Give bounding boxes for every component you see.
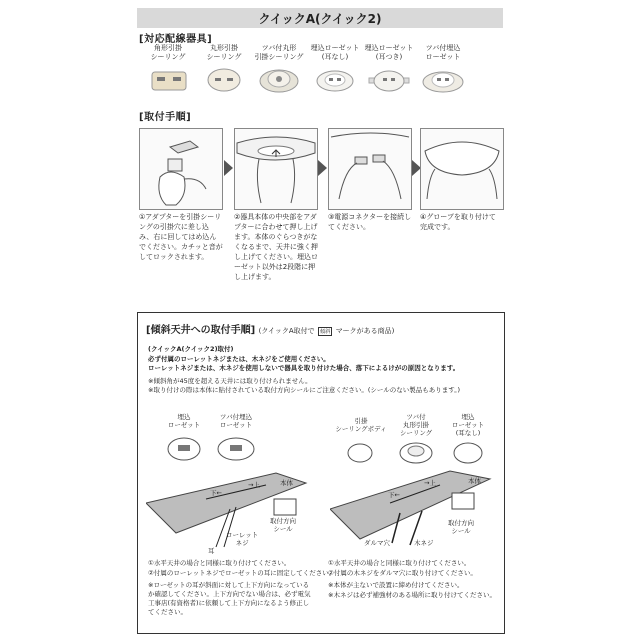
steps-heading: [取付手順] xyxy=(139,112,192,123)
step-2-text: ②器具本体の中央部をアダプターに合わせて押し上げます。本体のぐらつきがなくなるまで、天井に強く押し上げてください。埋込ローゼット以外は2段階に押し上げます。 xyxy=(234,213,318,281)
slope-title: [傾斜天井への取付手順] (クイックA取付で 傾斜 マークがある商品) xyxy=(146,325,395,336)
right-down-label: 下← xyxy=(388,491,400,499)
step-4-illustration xyxy=(420,128,504,210)
left-inst-2: ②付属のローレットネジでローゼットの耳に固定してください。 xyxy=(148,569,336,577)
right-up-label: →上 xyxy=(424,479,436,487)
step-1-illustration xyxy=(139,128,223,210)
slope-mark-icon: 傾斜 xyxy=(320,329,331,335)
right-inst-1: ①水平天井の場合と同様に取り付けてください。 xyxy=(328,559,471,567)
fitting-label-6: ツバ付埋込 ローゼット xyxy=(425,44,461,61)
right-screw-label: 木ネジ xyxy=(414,539,434,547)
square-ceiling-fitting-icon xyxy=(148,66,190,94)
right-fitting-label-3: 埋込 ローゼット (耳なし) xyxy=(451,413,485,437)
left-fitting-label-2: ツバ付埋込 ローゼット xyxy=(219,413,253,429)
right-inst-2: ②付属の木ネジをダルマ穴に取り付けてください。 xyxy=(328,569,477,577)
left-down-label: 下← xyxy=(210,489,222,497)
slope-note-1: ※傾斜角が45度を超える天井には取り付けられません。 xyxy=(148,377,312,385)
embedded-rosette-no-ear-icon xyxy=(314,66,356,94)
right-warning-2: ※木ネジは必ず補強材のある場所に取り付けてください。 xyxy=(328,591,496,599)
round-ceiling-fitting-icon xyxy=(203,66,245,94)
left-screw-label: ローレット ネジ xyxy=(226,531,259,547)
page-title: クイックA(クイック2) xyxy=(137,8,503,28)
left-up-label: →上 xyxy=(248,481,260,489)
step-arrow-icon xyxy=(318,160,327,176)
left-rosette-icons xyxy=(158,433,268,465)
slope-warning-2: ローレットネジまたは、木ネジを使用しないで器具を取り付けた場合、落下によるけがの原因となります。 xyxy=(148,364,460,372)
step-4-text: ④グローブを取り付けて完成です。 xyxy=(420,213,496,231)
left-sticker-label: 取付方向 シール xyxy=(270,517,296,533)
right-dowel-label: ダルマ穴 xyxy=(364,539,390,547)
step-arrow-icon xyxy=(224,160,233,176)
right-warning-1: ※本体が主ないで設置に締め付けてください。 xyxy=(328,581,464,589)
left-inst-1: ①水平天井の場合と同様に取り付けてください。 xyxy=(148,559,291,567)
slope-ceiling-section xyxy=(137,312,505,634)
right-fitting-label-1: 引掛 シーリングボディ xyxy=(335,417,387,433)
step-3-text: ③電源コネクターを接続してください。 xyxy=(328,213,412,231)
embedded-rosette-with-ear-icon xyxy=(368,66,410,94)
right-body-label: 本体 xyxy=(468,477,481,485)
fitting-label-5: 埋込ローゼット (耳つき) xyxy=(364,44,414,61)
left-warning: ※ローゼットの耳が斜面に対して上下方向になっているか確認してください。上下方向でない場合は、必ず電気工事店(有資格者)に依頼して上下方向になるよう修正してください。 xyxy=(148,581,311,616)
fitting-label-4: 埋込ローゼット (耳なし) xyxy=(310,44,360,61)
step-2-illustration xyxy=(234,128,318,210)
left-body-label: 本体 xyxy=(280,479,293,487)
right-fitting-label-2: ツバ付 丸形引掛 シーリング xyxy=(399,413,433,437)
step-3-illustration xyxy=(328,128,412,210)
flanged-embedded-rosette-icon xyxy=(422,66,464,94)
step-1-text: ①アダプターを引掛シーリングの引掛穴に差し込み、右に回してはめ込んでください。カチッと音がしてロックされます。 xyxy=(139,213,223,261)
flanged-round-fitting-icon xyxy=(258,66,300,94)
fittings-heading: [対応配線器具] xyxy=(139,34,213,45)
fitting-label-1: 角形引掛 シーリング xyxy=(150,44,186,61)
fitting-label-2: 丸形引掛 シーリング xyxy=(206,44,242,61)
slope-subtitle: (クイックA(クイック2)取付) xyxy=(148,345,234,353)
fitting-label-3: ツバ付丸形 引掛シーリング xyxy=(254,44,304,61)
left-ear-label: 耳 xyxy=(208,547,215,555)
left-fitting-label-1: 埋込 ローゼット xyxy=(167,413,201,429)
right-sticker-label: 取付方向 シール xyxy=(448,519,474,535)
slope-warning-1: 必ず付属のローレットネジまたは、木ネジをご使用ください。 xyxy=(148,355,330,363)
slope-note-2: ※取り付けの際は本体に貼付されている取付方向シールにご注意ください。(シールのない製品もあります。) xyxy=(148,386,460,394)
